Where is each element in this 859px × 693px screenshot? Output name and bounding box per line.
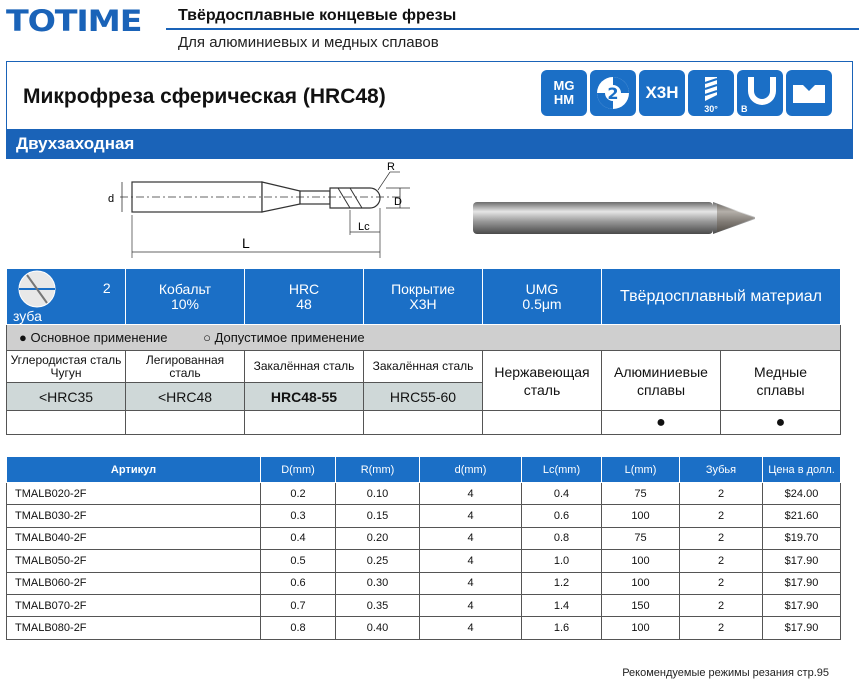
header-divider [166, 28, 859, 30]
material-name-line: Углеродистая сталь [10, 352, 122, 367]
material-name [721, 351, 841, 411]
table-row [7, 572, 841, 594]
table-cell: 0.10 [336, 483, 420, 505]
col-R: R(mm) [336, 457, 420, 483]
product-title: Микрофреза сферическая (HRC48) [23, 85, 386, 108]
table-cell: 4 [420, 505, 522, 527]
table-cell: 0.7 [261, 594, 336, 616]
article-cell: TMALB060-2F [7, 572, 261, 594]
product-panel [6, 61, 853, 129]
tool-image [465, 188, 765, 248]
article-cell: TMALB020-2F [7, 483, 261, 505]
legend-cell [7, 325, 841, 351]
table-row [7, 483, 841, 505]
table-cell: 0.35 [336, 594, 420, 616]
mghm-line1: MG [553, 78, 575, 93]
spec-material: Твёрдосплавный материал [602, 269, 841, 325]
mghm-line2: HM [553, 92, 575, 107]
article-cell: TMALB070-2F [7, 594, 261, 616]
material-name-line: сталь [523, 381, 561, 398]
col-article: Артикул [7, 457, 261, 483]
section-title: Двухзаходная [16, 134, 135, 153]
spec-hrc [245, 269, 364, 325]
material-name-line: Чугун [50, 365, 82, 380]
catalog-title: Твёрдосплавные концевые фрезы [178, 7, 457, 24]
table-row [7, 527, 841, 549]
table-cell: 75 [602, 483, 680, 505]
table-row [7, 594, 841, 616]
helix-angle-label: 30° [704, 104, 718, 114]
hardness-value: <HRC48 [126, 383, 245, 411]
feature-icons [541, 70, 832, 122]
table-cell: 4 [420, 483, 522, 505]
material-name [602, 351, 721, 411]
table-cell: $17.90 [763, 572, 841, 594]
legend-secondary: Допустимое применение [214, 330, 365, 345]
table-cell: 1.2 [522, 572, 602, 594]
spec-cobalt [126, 269, 245, 325]
table-cell: 1.4 [522, 594, 602, 616]
table-cell: $17.90 [763, 594, 841, 616]
table-cell: $17.90 [763, 550, 841, 572]
slot-profile-icon [786, 70, 832, 116]
application-row [7, 411, 841, 435]
catalog-subtitle: Для алюминиевых и медных сплавов [178, 34, 439, 51]
table-cell: 4 [420, 572, 522, 594]
cobalt-label: Кобальт [158, 280, 212, 297]
table-cell: $19.70 [763, 527, 841, 549]
table-cell: 0.8 [522, 527, 602, 549]
helix-30-icon [688, 70, 734, 116]
table-header-row [7, 457, 841, 483]
section-bar [6, 129, 853, 159]
table-cell: 2 [680, 483, 763, 505]
table-cell: 0.4 [522, 483, 602, 505]
material-name: Закалённая сталь [364, 351, 483, 383]
hrc-label: HRC [288, 280, 320, 297]
footer-note: Рекомендуемые режимы резания стр.95 [622, 667, 829, 679]
dim-R-label: R [387, 161, 395, 173]
col-d: d(mm) [420, 457, 522, 483]
material-name [126, 351, 245, 383]
table-cell: 2 [680, 594, 763, 616]
table-cell: 4 [420, 617, 522, 639]
table-cell: 2 [680, 572, 763, 594]
spec-flutes [7, 269, 126, 325]
table-cell: 150 [602, 594, 680, 616]
application-mark: ● [721, 411, 841, 435]
col-L: L(mm) [602, 457, 680, 483]
table-cell: 0.20 [336, 527, 420, 549]
material-name-line: Медные [753, 363, 808, 380]
table-cell: 1.6 [522, 617, 602, 639]
material-names-row [7, 351, 841, 383]
table-cell: 4 [420, 594, 522, 616]
hardness-value: HRC55-60 [364, 383, 483, 411]
table-cell: 0.4 [261, 527, 336, 549]
technical-drawing [100, 160, 430, 260]
flutes-label: 2 зуба [13, 279, 111, 324]
coating-value: X3H [409, 295, 437, 312]
logo-text: TOTIME [6, 4, 142, 38]
table-cell: 0.3 [261, 505, 336, 527]
dim-d-label: d [108, 193, 115, 205]
table-cell: $24.00 [763, 483, 841, 505]
table-cell: 0.8 [261, 617, 336, 639]
material-table [6, 268, 841, 435]
legend-primary: Основное применение [30, 330, 168, 345]
spec-coating [364, 269, 483, 325]
table-cell: 100 [602, 505, 680, 527]
two-flute-digit: 2 [607, 84, 619, 103]
table-row [7, 505, 841, 527]
material-name-line: Алюминиевые [614, 363, 708, 380]
article-cell: TMALB050-2F [7, 550, 261, 572]
table-cell: 2 [680, 617, 763, 639]
ball-nose-icon [737, 70, 783, 116]
product-table-body [7, 483, 841, 640]
grain-value: 0.5μm [522, 295, 562, 312]
col-D: D(mm) [261, 457, 336, 483]
material-name-line: сплавы [636, 381, 686, 398]
application-mark [245, 411, 364, 435]
application-mark [364, 411, 483, 435]
table-cell: 0.6 [261, 572, 336, 594]
hardness-value: <HRC35 [7, 383, 126, 411]
application-mark [126, 411, 245, 435]
table-cell: 0.15 [336, 505, 420, 527]
cross-section-icon [13, 269, 61, 309]
table-cell: 0.5 [261, 550, 336, 572]
table-cell: 0.6 [522, 505, 602, 527]
article-cell: TMALB080-2F [7, 617, 261, 639]
ball-nose-letter: B [741, 104, 748, 114]
table-cell: $17.90 [763, 617, 841, 639]
cobalt-value: 10% [170, 295, 200, 312]
application-mark [7, 411, 126, 435]
table-cell: 0.25 [336, 550, 420, 572]
article-cell: TMALB040-2F [7, 527, 261, 549]
hrc-value: 48 [296, 295, 312, 312]
table-cell: $21.60 [763, 505, 841, 527]
table-cell: 1.0 [522, 550, 602, 572]
dim-D-label: D [394, 196, 402, 208]
spec-row [7, 269, 841, 325]
material-name [7, 351, 126, 383]
dim-L-label: L [242, 235, 250, 251]
hardness-value: HRC48-55 [245, 383, 364, 411]
col-flutes: Зубья [680, 457, 763, 483]
material-name: Закалённая сталь [245, 351, 364, 383]
table-cell: 75 [602, 527, 680, 549]
dim-Lc-label: Lc [358, 221, 370, 233]
material-name-line: сталь [169, 365, 201, 380]
legend-row [7, 325, 841, 351]
brand-logo [6, 4, 166, 38]
material-name [483, 351, 602, 411]
product-table [6, 456, 841, 640]
article-cell: TMALB030-2F [7, 505, 261, 527]
table-cell: 100 [602, 617, 680, 639]
table-cell: 2 [680, 505, 763, 527]
grain-label: UMG [525, 280, 559, 297]
col-price: Цена в долл. [763, 457, 841, 483]
application-mark [483, 411, 602, 435]
col-Lc: Lc(mm) [522, 457, 602, 483]
table-row [7, 550, 841, 572]
table-cell: 0.30 [336, 572, 420, 594]
table-cell: 100 [602, 572, 680, 594]
application-mark: ● [602, 411, 721, 435]
table-cell: 0.2 [261, 483, 336, 505]
material-name-line: Нержавеющая [494, 363, 590, 380]
table-cell: 2 [680, 527, 763, 549]
table-cell: 4 [420, 550, 522, 572]
primary-dot-icon: ● [19, 330, 27, 345]
two-flute-icon [590, 70, 636, 116]
table-cell: 2 [680, 550, 763, 572]
coating-label: Покрытие [391, 280, 455, 297]
mghm-icon [541, 70, 587, 116]
material-name-line: Легированная [145, 352, 225, 367]
spec-grain [483, 269, 602, 325]
table-cell: 0.40 [336, 617, 420, 639]
table-cell: 100 [602, 550, 680, 572]
material-name-line: сплавы [756, 381, 805, 398]
secondary-circle-icon: ○ [203, 330, 211, 345]
x3h-coating-icon: X3H [639, 70, 685, 116]
table-cell: 4 [420, 527, 522, 549]
table-row [7, 617, 841, 639]
